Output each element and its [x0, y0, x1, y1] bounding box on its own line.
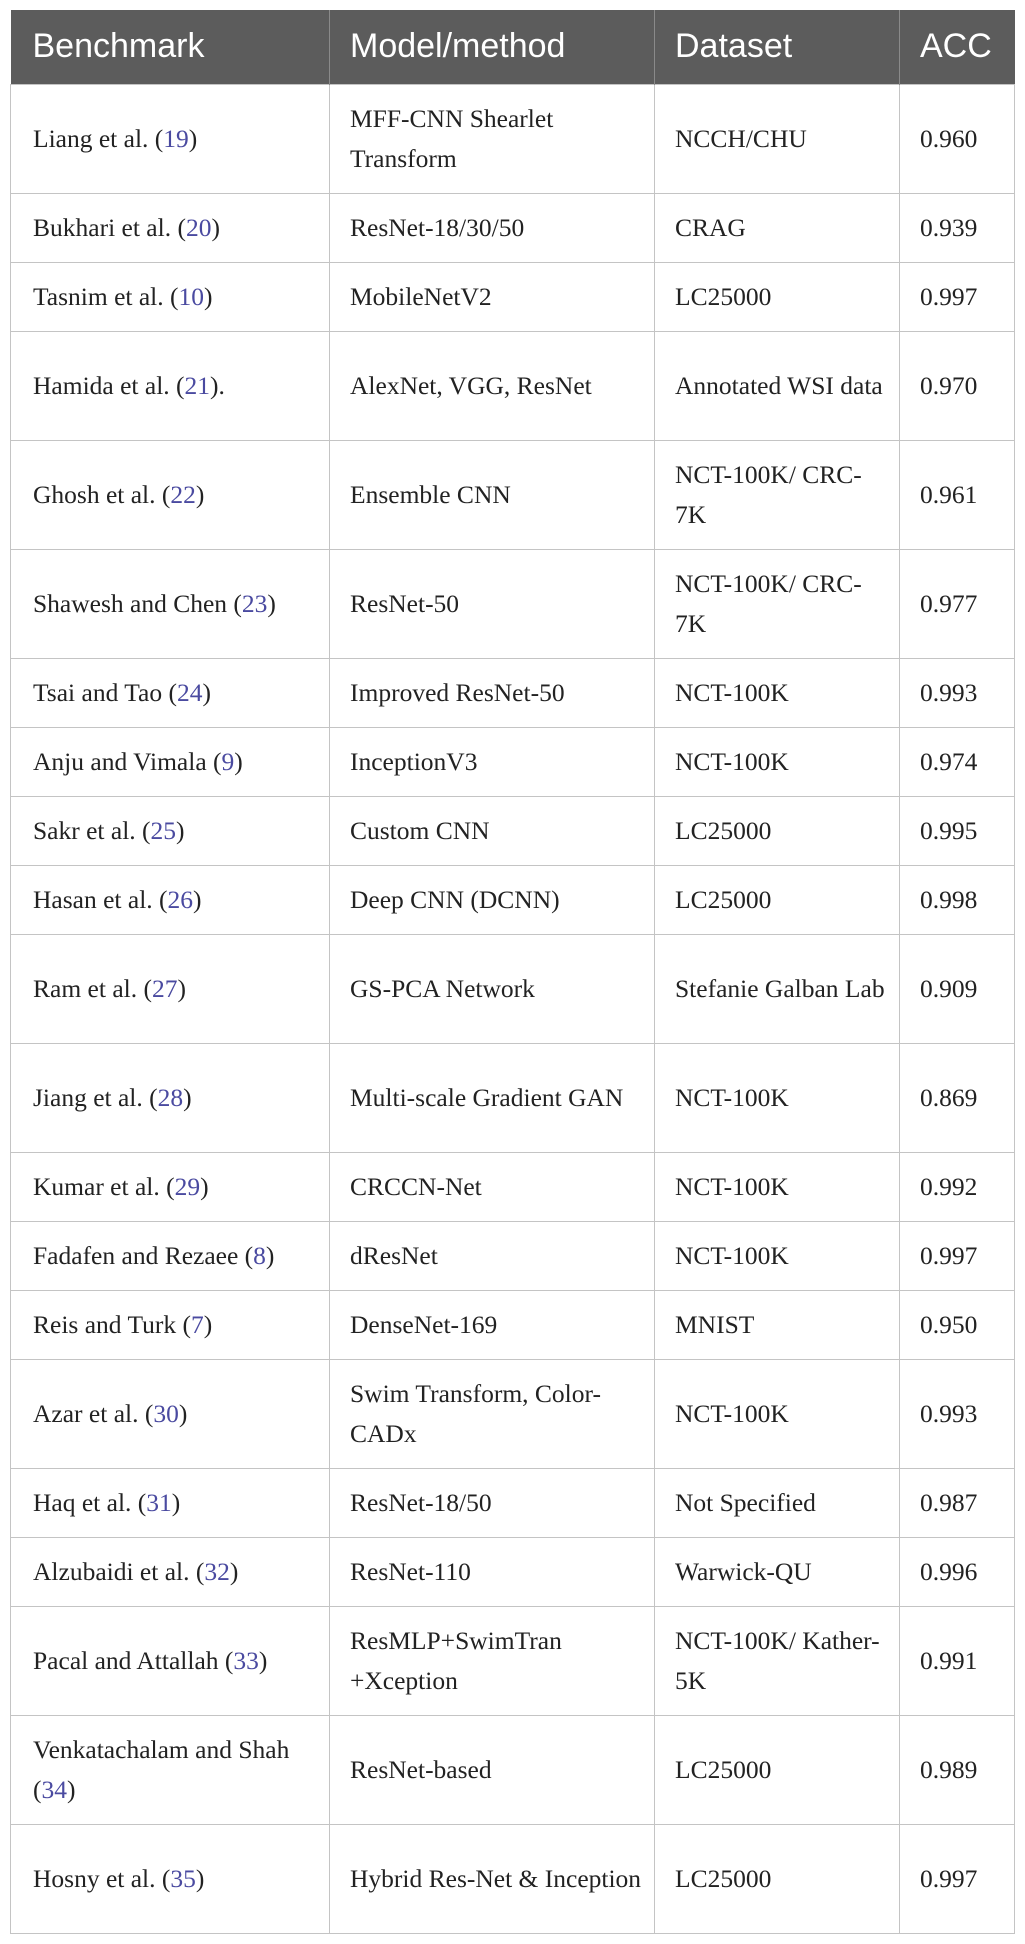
citation-link[interactable]: 23 — [241, 588, 268, 618]
model-cell: ResNet-110 — [330, 1537, 655, 1606]
benchmark-author: Azar et al. ( — [33, 1398, 154, 1428]
acc-cell: 0.997 — [900, 1221, 1015, 1290]
dataset-cell: Warwick-QU — [655, 1537, 900, 1606]
dataset-cell: Annotated WSI data — [655, 331, 900, 440]
model-cell: dResNet — [330, 1221, 655, 1290]
benchmark-table-container — [10, 10, 1014, 1934]
table-row — [11, 549, 1015, 658]
header-benchmark: Benchmark — [11, 10, 330, 84]
citation-link[interactable]: 33 — [233, 1645, 259, 1675]
citation-link[interactable]: 27 — [151, 973, 178, 1003]
header-acc: ACC — [900, 10, 1015, 84]
model-cell: MobileNetV2 — [330, 262, 655, 331]
benchmark-author: Kumar et al. ( — [33, 1171, 175, 1201]
model-cell: ResNet-based — [330, 1715, 655, 1824]
benchmark-author: Liang et al. ( — [33, 123, 164, 153]
acc-cell: 0.939 — [900, 193, 1015, 262]
citation-link[interactable]: 26 — [167, 884, 194, 914]
benchmark-cell — [11, 1359, 330, 1468]
benchmark-author: Ram et al. ( — [33, 973, 152, 1003]
citation-link[interactable]: 31 — [146, 1487, 172, 1517]
table-row — [11, 1606, 1015, 1715]
dataset-cell: Not Specified — [655, 1468, 900, 1537]
benchmark-author: Jiang et al. ( — [33, 1082, 158, 1112]
dataset-cell: NCT-100K — [655, 658, 900, 727]
dataset-cell: NCT-100K — [655, 1043, 900, 1152]
citation-link[interactable]: 32 — [204, 1556, 230, 1586]
acc-cell: 0.993 — [900, 1359, 1015, 1468]
benchmark-cell — [11, 1537, 330, 1606]
benchmark-author: Anju and Vimala ( — [33, 746, 222, 776]
citation-link[interactable]: 25 — [150, 815, 177, 845]
model-cell: DenseNet-169 — [330, 1290, 655, 1359]
dataset-cell: Stefanie Galban Lab — [655, 934, 900, 1043]
citation-close: ) — [177, 973, 186, 1003]
benchmark-author: Alzubaidi et al. ( — [33, 1556, 205, 1586]
table-row — [11, 440, 1015, 549]
citation-link[interactable]: 30 — [153, 1398, 179, 1428]
benchmark-cell — [11, 934, 330, 1043]
benchmark-cell — [11, 1824, 330, 1933]
acc-cell: 0.974 — [900, 727, 1015, 796]
model-cell: Ensemble CNN — [330, 440, 655, 549]
dataset-cell: NCT-100K — [655, 1152, 900, 1221]
model-cell: Hybrid Res-Net & Inception — [330, 1824, 655, 1933]
citation-link[interactable]: 7 — [190, 1309, 204, 1339]
benchmark-cell — [11, 440, 330, 549]
acc-cell: 0.987 — [900, 1468, 1015, 1537]
table-row — [11, 658, 1015, 727]
benchmark-cell — [11, 1152, 330, 1221]
benchmark-author: Hasan et al. ( — [33, 884, 168, 914]
citation-link[interactable]: 24 — [176, 677, 203, 707]
dataset-cell: NCCH/CHU — [655, 84, 900, 193]
dataset-cell: NCT-100K — [655, 727, 900, 796]
citation-link[interactable]: 21 — [184, 370, 211, 400]
dataset-cell: LC25000 — [655, 796, 900, 865]
model-cell: Multi-scale Gradient GAN — [330, 1043, 655, 1152]
header-row — [11, 10, 1015, 84]
acc-cell: 0.961 — [900, 440, 1015, 549]
table-row — [11, 262, 1015, 331]
table-body — [11, 84, 1015, 1933]
acc-cell: 0.950 — [900, 1290, 1015, 1359]
table-row — [11, 193, 1015, 262]
acc-cell: 0.998 — [900, 865, 1015, 934]
citation-close: ) — [188, 123, 198, 153]
table-row — [11, 865, 1015, 934]
citation-close: ) — [171, 1487, 181, 1517]
dataset-cell: NCT-100K/ CRC-7K — [655, 440, 900, 549]
table-row — [11, 1043, 1015, 1152]
citation-close: ) — [195, 1863, 205, 1893]
citation-close: ) — [258, 1645, 268, 1675]
model-cell: AlexNet, VGG, ResNet — [330, 331, 655, 440]
citation-close: ) — [265, 1240, 275, 1270]
benchmark-cell — [11, 84, 330, 193]
citation-close: ). — [210, 370, 225, 400]
dataset-cell: NCT-100K/ Kather-5K — [655, 1606, 900, 1715]
dataset-cell: LC25000 — [655, 865, 900, 934]
dataset-cell: NCT-100K/ CRC-7K — [655, 549, 900, 658]
model-cell: Deep CNN (DCNN) — [330, 865, 655, 934]
dataset-cell: LC25000 — [655, 1715, 900, 1824]
dataset-cell: CRAG — [655, 193, 900, 262]
benchmark-author: Pacal and Attallah ( — [33, 1645, 234, 1675]
model-cell: Custom CNN — [330, 796, 655, 865]
citation-link[interactable]: 10 — [178, 281, 205, 311]
benchmark-author: Bukhari et al. ( — [33, 212, 186, 242]
model-cell: CRCCN-Net — [330, 1152, 655, 1221]
model-cell: MFF-CNN Shearlet Transform — [330, 84, 655, 193]
acc-cell: 0.989 — [900, 1715, 1015, 1824]
dataset-cell: LC25000 — [655, 1824, 900, 1933]
benchmark-author: Fadafen and Rezaee ( — [33, 1240, 254, 1270]
citation-close: ) — [211, 212, 220, 242]
benchmark-author: Tasnim et al. ( — [33, 281, 179, 311]
citation-link[interactable]: 34 — [41, 1774, 67, 1804]
model-cell: ResNet-18/50 — [330, 1468, 655, 1537]
header-dataset: Dataset — [655, 10, 900, 84]
citation-link[interactable]: 35 — [170, 1863, 196, 1893]
acc-cell: 0.909 — [900, 934, 1015, 1043]
citation-close: ) — [234, 746, 243, 776]
citation-close: ) — [193, 884, 202, 914]
model-cell: ResNet-50 — [330, 549, 655, 658]
dataset-cell: NCT-100K — [655, 1221, 900, 1290]
citation-link[interactable]: 9 — [221, 746, 235, 776]
model-cell: GS-PCA Network — [330, 934, 655, 1043]
acc-cell: 0.991 — [900, 1606, 1015, 1715]
table-row — [11, 1715, 1015, 1824]
benchmark-cell — [11, 1468, 330, 1537]
benchmark-author: Reis and Turk ( — [33, 1309, 191, 1339]
citation-close: ) — [178, 1398, 188, 1428]
benchmark-cell — [11, 1043, 330, 1152]
table-row — [11, 1468, 1015, 1537]
acc-cell: 0.997 — [900, 1824, 1015, 1933]
benchmark-cell — [11, 727, 330, 796]
acc-cell: 0.997 — [900, 262, 1015, 331]
model-cell: Swim Transform, Color-CADx — [330, 1359, 655, 1468]
citation-link[interactable]: 8 — [253, 1240, 266, 1270]
citation-close: ) — [183, 1082, 192, 1112]
table-row — [11, 84, 1015, 193]
table-row — [11, 1537, 1015, 1606]
benchmark-author: Venkatachalam and Shah ( — [33, 1734, 290, 1804]
citation-link[interactable]: 20 — [185, 212, 212, 242]
table-row — [11, 1359, 1015, 1468]
benchmark-cell — [11, 1290, 330, 1359]
benchmark-table — [10, 10, 1015, 1934]
benchmark-author: Hosny et al. ( — [33, 1863, 171, 1893]
acc-cell: 0.869 — [900, 1043, 1015, 1152]
table-row — [11, 796, 1015, 865]
header-model: Model/method — [330, 10, 655, 84]
benchmark-author: Sakr et al. ( — [33, 815, 151, 845]
acc-cell: 0.977 — [900, 549, 1015, 658]
acc-cell: 0.996 — [900, 1537, 1015, 1606]
model-cell: ResMLP+SwimTran +Xception — [330, 1606, 655, 1715]
acc-cell: 0.993 — [900, 658, 1015, 727]
model-cell: InceptionV3 — [330, 727, 655, 796]
dataset-cell: MNIST — [655, 1290, 900, 1359]
benchmark-cell — [11, 658, 330, 727]
citation-close: ) — [195, 479, 205, 509]
citation-close: ) — [176, 815, 185, 845]
citation-close: ) — [202, 677, 211, 707]
benchmark-author: Shawesh and Chen ( — [33, 588, 242, 618]
citation-close: ) — [204, 281, 213, 311]
citation-link[interactable]: 28 — [157, 1082, 184, 1112]
citation-link[interactable]: 29 — [174, 1171, 201, 1201]
citation-link[interactable]: 19 — [163, 123, 189, 153]
table-row — [11, 331, 1015, 440]
table-row — [11, 1824, 1015, 1933]
table-row — [11, 727, 1015, 796]
table-row — [11, 1221, 1015, 1290]
benchmark-cell — [11, 549, 330, 658]
benchmark-cell — [11, 262, 330, 331]
acc-cell: 0.992 — [900, 1152, 1015, 1221]
benchmark-cell — [11, 1606, 330, 1715]
citation-close: ) — [203, 1309, 213, 1339]
citation-link[interactable]: 22 — [170, 479, 196, 509]
dataset-cell: NCT-100K — [655, 1359, 900, 1468]
benchmark-cell — [11, 1221, 330, 1290]
benchmark-author: Hamida et al. ( — [33, 370, 185, 400]
benchmark-cell — [11, 193, 330, 262]
benchmark-cell — [11, 1715, 330, 1824]
benchmark-author: Tsai and Tao ( — [33, 677, 177, 707]
benchmark-cell — [11, 331, 330, 440]
benchmark-author: Haq et al. ( — [33, 1487, 147, 1517]
citation-close: ) — [67, 1774, 76, 1804]
table-row — [11, 934, 1015, 1043]
citation-close: ) — [267, 588, 276, 618]
model-cell: ResNet-18/30/50 — [330, 193, 655, 262]
model-cell: Improved ResNet-50 — [330, 658, 655, 727]
benchmark-cell — [11, 796, 330, 865]
acc-cell: 0.970 — [900, 331, 1015, 440]
dataset-cell: LC25000 — [655, 262, 900, 331]
benchmark-cell — [11, 865, 330, 934]
table-row — [11, 1290, 1015, 1359]
acc-cell: 0.995 — [900, 796, 1015, 865]
citation-close: ) — [229, 1556, 239, 1586]
citation-close: ) — [200, 1171, 209, 1201]
table-row — [11, 1152, 1015, 1221]
acc-cell: 0.960 — [900, 84, 1015, 193]
benchmark-author: Ghosh et al. ( — [33, 479, 171, 509]
